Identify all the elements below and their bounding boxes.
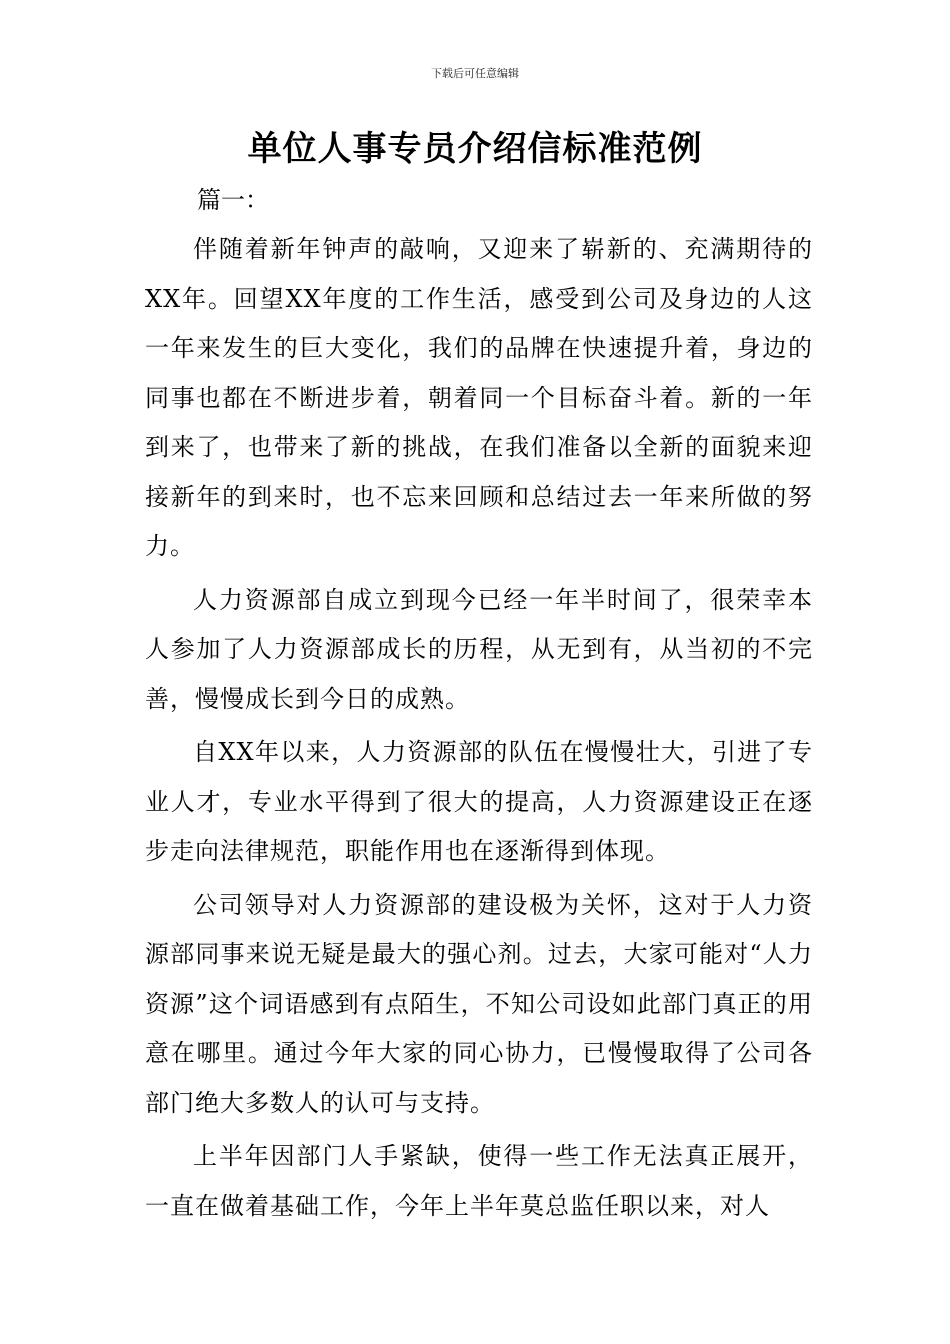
section-label: 篇一：: [197, 186, 269, 214]
paragraph: 公司领导对人力资源部的建设极为关怀，这对于人力资源部同事来说无疑是最大的强心剂。过去，大家可能对“人力资源”这个词语感到有点陌生，不知公司设如此部门真正的用意在哪里。通过今年大家的同心协力，已慢慢取得了公司各部门绝大多数人的认可与支持。: [145, 890, 813, 1117]
document-title: 单位人事专员介绍信标准范例: [247, 129, 703, 169]
paragraph: 上半年因部门人手紧缺，使得一些工作无法真正展开，一直在做着基础工作，今年上半年莫总监任职以来，对人: [145, 1142, 813, 1220]
paragraph: 自XX年以来，人力资源部的队伍在慢慢壮大，引进了专业人才，专业水平得到了很大的提高，人力资源建设正在逐步走向法律规范，职能作用也在逐渐得到体现。: [145, 738, 813, 865]
paragraph: 人力资源部自成立到现今已经一年半时间了，很荣幸本人参加了人力资源部成长的历程，从无到有，从当初的不完善，慢慢成长到今日的成熟。: [145, 585, 813, 713]
body-text: [145, 225, 813, 1235]
paragraph: 伴随着新年钟声的敲响，又迎来了崭新的、充满期待的XX年。回望XX年度的工作生活，感受到公司及身边的人这一年来发生的巨大变化，我们的品牌在快速提升着，身边的同事也都在不断进步着，朝着同一个目标奋斗着。新的一年到来了，也带来了新的挑战，在我们准备以全新的面貌来迎接新年的到来时，也不忘来回顾和总结过去一年来所做的努力。: [145, 235, 813, 560]
header-note: 下载后可任意编辑: [431, 67, 519, 80]
